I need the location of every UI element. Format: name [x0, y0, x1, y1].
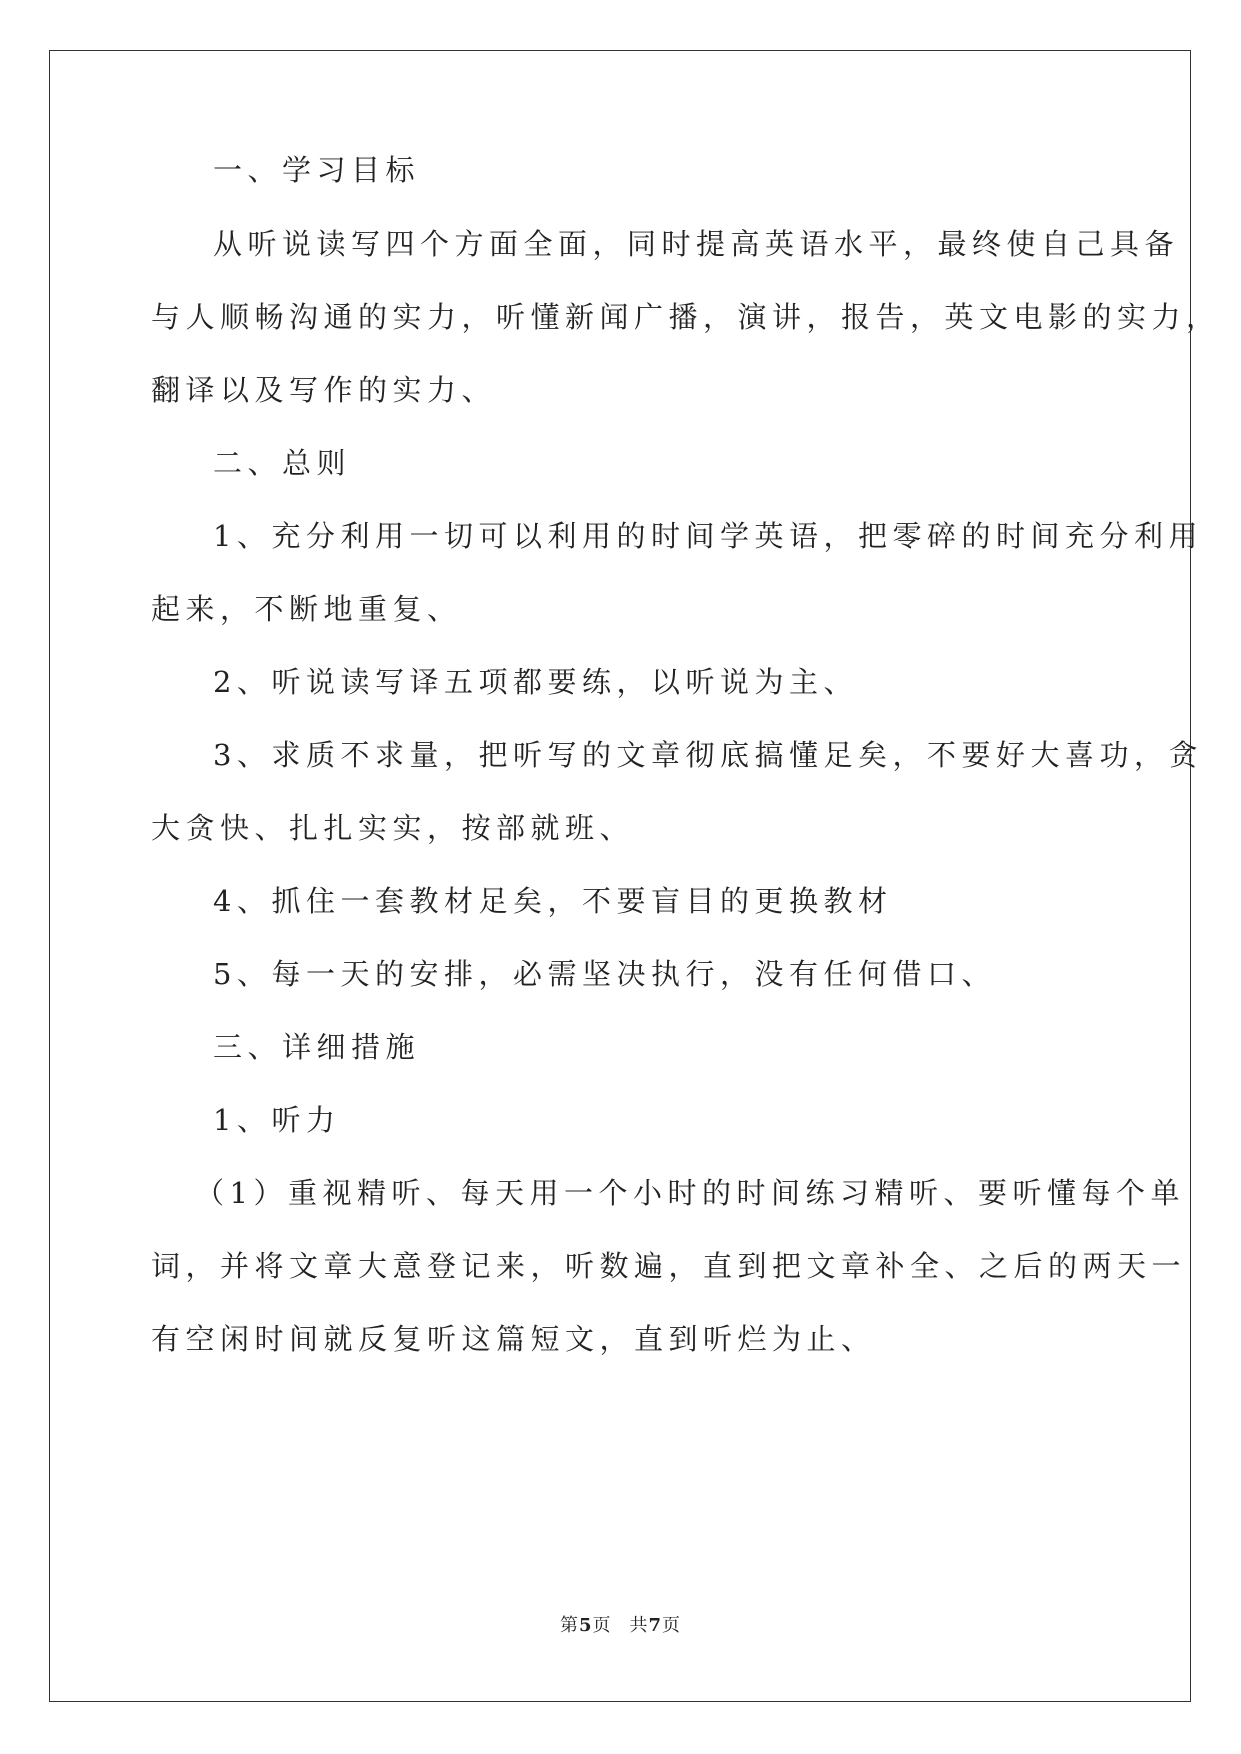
paragraph-line: 词，并将文章大意登记来，听数遍，直到把文章补全、之后的两天一 [151, 1249, 1187, 1283]
heading-detailed-measures: 三、详细措施 [213, 1030, 421, 1064]
paragraph-line: 1、充分利用一切可以利用的时间学英语，把零碎的时间充分利用 [213, 519, 1203, 553]
paragraph-line: 有空闲时间就反复听这篇短文，直到听烂为止、 [151, 1322, 876, 1356]
total-prefix: 共 [629, 1615, 649, 1636]
paragraph-line: 3、求质不求量，把听写的文章彻底搞懂足矣，不要好大喜功，贪 [213, 738, 1203, 772]
paragraph-line: 2、听说读写译五项都要练，以听说为主、 [213, 665, 858, 699]
page-current: 5 [578, 1615, 593, 1636]
paragraph-line: 4、抓住一套教材足矣，不要盲目的更换教材 [213, 884, 893, 918]
paragraph-line: 翻译以及写作的实力、 [151, 373, 497, 407]
heading-learning-goals: 一、学习目标 [213, 153, 421, 187]
heading-general-principles: 二、总则 [213, 446, 352, 480]
paragraph-line: 大贪快、扎扎实实，按部就班、 [151, 811, 635, 845]
page-suffix: 页 [592, 1615, 612, 1636]
page-footer [0, 1614, 1241, 1638]
page-prefix: 第 [559, 1615, 579, 1636]
paragraph-line: （1）重视精听、每天用一个小时的时间练习精听、要听懂每个单 [195, 1176, 1185, 1210]
total-suffix: 页 [662, 1615, 682, 1636]
paragraph-line: 起来，不断地重复、 [151, 592, 462, 626]
paragraph-line: 与人顺畅沟通的实力，听懂新闻广播，演讲，报告，英文电影的实力， [151, 300, 1221, 334]
paragraph-line: 从听说读写四个方面全面，同时提高英语水平，最终使自己具备 [213, 227, 1180, 261]
page-total: 7 [648, 1615, 663, 1636]
subheading-listening: 1、听力 [213, 1103, 341, 1137]
paragraph-line: 5、每一天的安排，必需坚决执行，没有任何借口、 [213, 957, 996, 991]
